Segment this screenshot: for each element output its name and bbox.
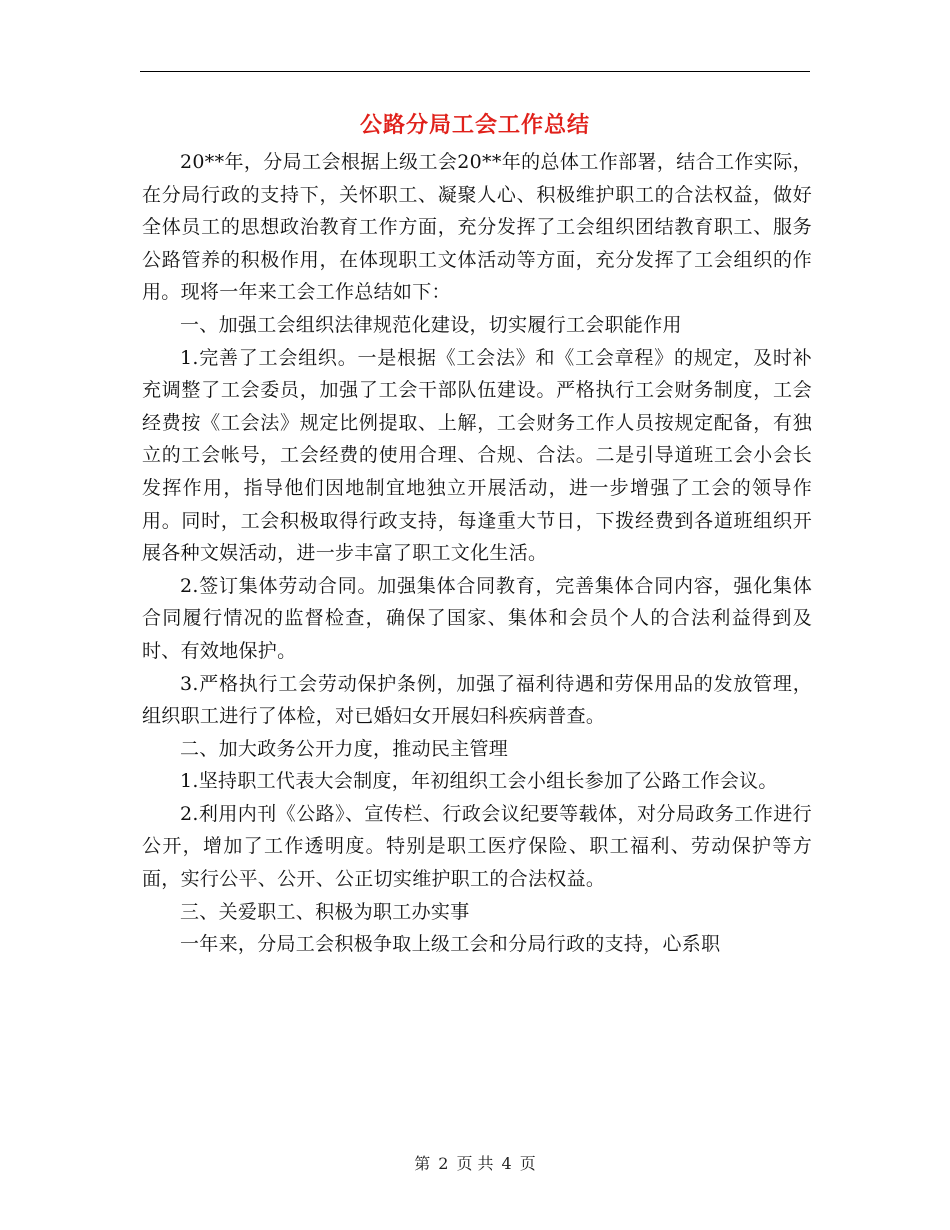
page-footer (0, 1152, 950, 1176)
section-heading-1: 一、加强工会组织法律规范化建设，切实履行工会职能作用 (180, 313, 682, 336)
header-rule (140, 71, 810, 72)
document-title: 公路分局工会工作总结 (359, 112, 590, 138)
section-2-item-2: 2.利用内刊《公路》、宣传栏、行政会议纪要等载体，对分局政务工作进行公开，增加了工作透明度。特别是职工医疗保险、职工福利、劳动保护等方面，实行公平、公开、公正切实维护职工的合法权益。 (142, 802, 812, 891)
section-1-item-3: 3.严格执行工会劳动保护条例，加强了福利待遇和劳保用品的发放管理，组织职工进行了体检，对已婚妇女开展妇科疾病普查。 (142, 672, 812, 728)
section-2-item-1: 1.坚持职工代表大会制度，年初组织工会小组长参加了公路工作会议。 (180, 770, 778, 793)
footer-current-page: 2 (438, 1154, 449, 1173)
footer-total-pages: 4 (501, 1154, 512, 1173)
section-1-item-1: 1.完善了工会组织。一是根据《工会法》和《工会章程》的规定，及时补充调整了工会委员，加强了工会干部队伍建设。严格执行工会财务制度，工会经费按《工会法》规定比例提取、上解，工会财务工作人员按规定配备，有独立的工会帐号，工会经费的使用合理、合规、合法。二是引导道班工会小会长发挥作用，指导他们因地制宜地独立开展活动，进一步增强了工会的领导作用。同时，工会积极取得行政支持，每逢重大节日，下拨经费到各道班组织开展各种文娱活动，进一步丰富了职工文化生活。 (142, 346, 812, 565)
footer-prefix: 第 (414, 1154, 431, 1173)
footer-mid: 页 共 (456, 1154, 494, 1173)
section-3-paragraph-1: 一年来，分局工会积极争取上级工会和分局行政的支持，心系职 (180, 933, 721, 956)
footer-suffix: 页 (519, 1154, 536, 1173)
intro-paragraph: 20**年，分局工会根据上级工会20**年的总体工作部署，结合工作实际，在分局行政的支持下，关怀职工、凝聚人心、积极维护职工的合法权益，做好全体员工的思想政治教育工作方面，充分发挥了工会组织团结教育职工、服务公路管养的积极作用，在体现职工文体活动等方面，充分发挥了工会组织的作用。现将一年来工会工作总结如下： (142, 151, 812, 304)
document-body (142, 146, 812, 961)
section-1-item-2: 2.签订集体劳动合同。加强集体合同教育，完善集体合同内容，强化集体合同履行情况的监督检查，确保了国家、集体和会员个人的合法利益得到及时、有效地保护。 (142, 574, 812, 662)
section-heading-2: 二、加大政务公开力度，推动民主管理 (180, 737, 509, 760)
section-heading-3: 三、关爱职工、积极为职工办实事 (180, 900, 470, 923)
